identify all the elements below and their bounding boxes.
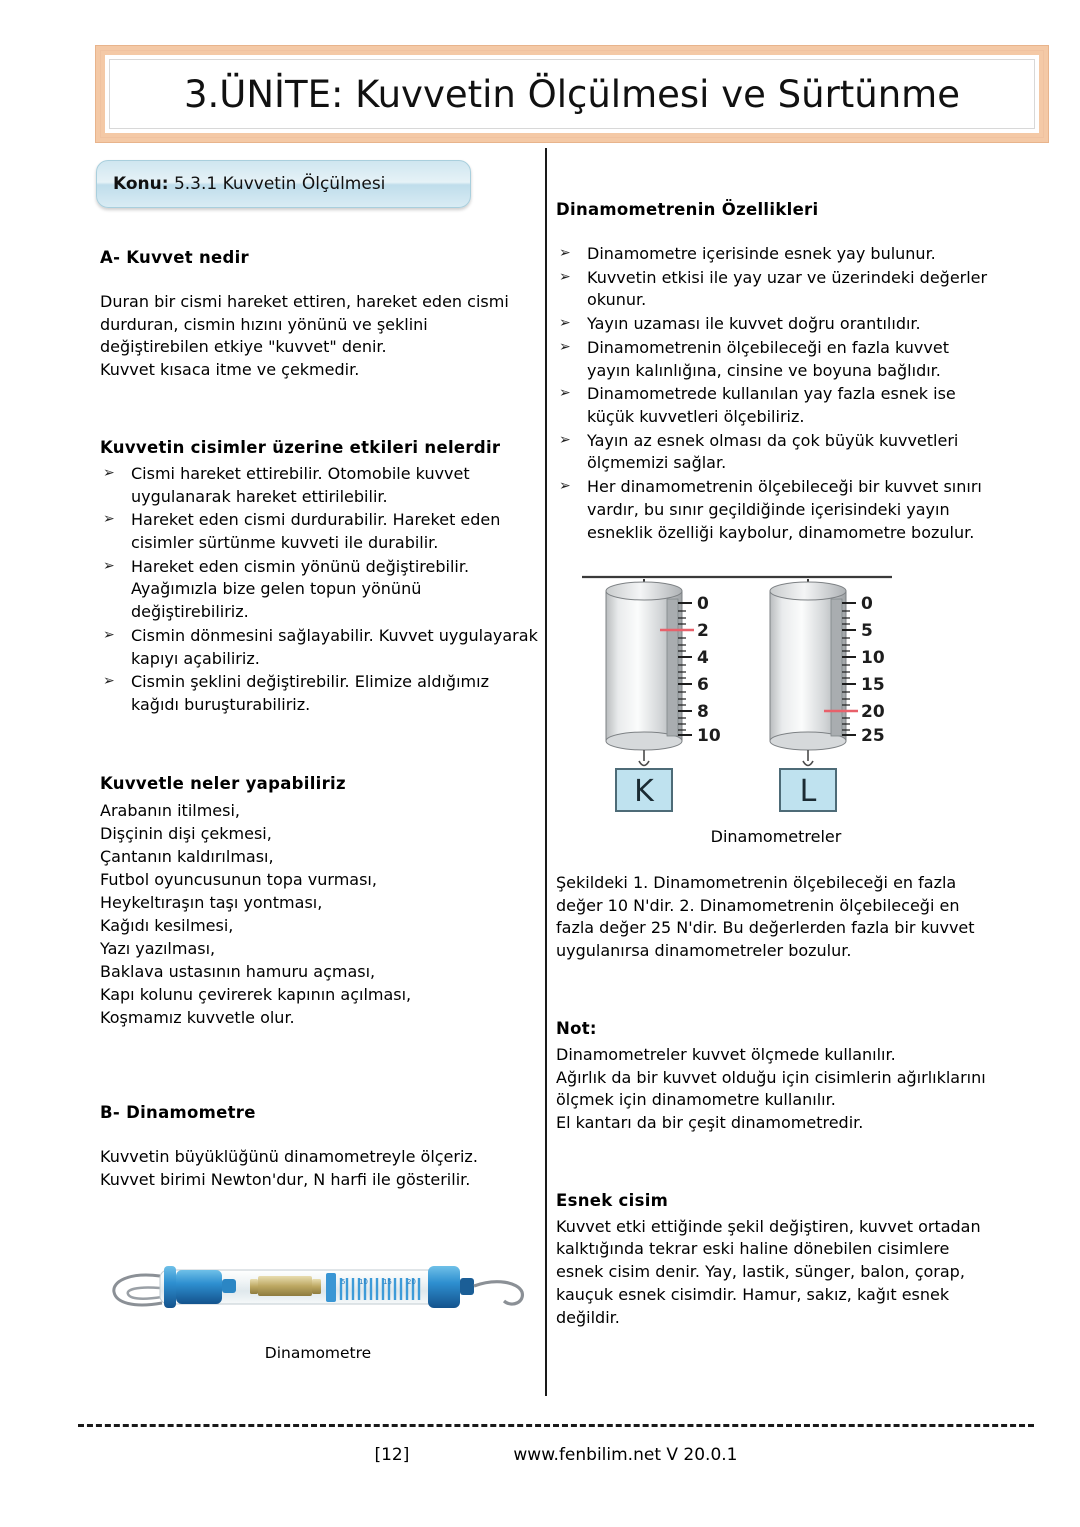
block-label-k: K xyxy=(634,774,654,809)
page-title-banner xyxy=(96,46,1048,142)
note-line-1: Dinamometreler kuvvet ölçmede kullanılır. xyxy=(556,1044,896,1064)
dynamometer-photo-caption: Dinamometre xyxy=(264,1344,372,1362)
dynamometer-k xyxy=(606,579,721,811)
svg-text:10: 10 xyxy=(359,1278,368,1286)
scale-tick-label: 8 xyxy=(697,702,709,722)
svg-text:5: 5 xyxy=(341,1278,346,1286)
scale-tick-label: 10 xyxy=(861,648,885,668)
topic-value: 5.3.1 Kuvvetin Ölçülmesi xyxy=(168,174,386,194)
paragraph-figure-explanation: Şekildeki 1. Dinamometrenin ölçebileceği en fazla değer 10 N'dir. 2. Dinamometrenin ölçebileceği en fazla değer 25 N'dir. Bu değerlerden fazla bir kuvvet uygulanırsa dinamometreler bozulur. xyxy=(556,873,975,961)
right-column xyxy=(556,200,996,545)
svg-text:15: 15 xyxy=(383,1278,392,1286)
page-title-inner-frame xyxy=(109,59,1035,129)
scale-tick-label: 0 xyxy=(861,594,873,614)
list-item-text: Cismin şeklini değiştirebilir. Elimize aldığımız kağıdı buruşturabiliriz. xyxy=(131,672,489,715)
list-item xyxy=(556,476,996,544)
scale-tick-label: 5 xyxy=(861,621,873,641)
arrow-bullet-icon: ➢ xyxy=(559,315,571,332)
page-number: [12] xyxy=(374,1445,410,1465)
arrow-bullet-icon: ➢ xyxy=(559,245,571,261)
list-item-text: Dinamometrede kullanılan yay fazla esnek ise küçük kuvvetleri ölçebiliriz. xyxy=(587,384,956,427)
paragraph-dinamometre-olcum: Kuvvetin büyüklüğünü dinamometreyle ölçeriz. xyxy=(100,1147,478,1167)
list-item: Koşmamız kuvvetle olur. xyxy=(100,1008,295,1028)
arrow-bullet-icon: ➢ xyxy=(103,626,115,643)
arrow-bullet-icon: ➢ xyxy=(559,385,571,402)
footer-divider xyxy=(78,1424,1034,1427)
dynamometers-caption: Dinamometreler xyxy=(710,827,842,846)
paragraph-newton-birimi: Kuvvet birimi Newton'dur, N harfi ile gösterilir. xyxy=(100,1169,471,1189)
footer-site: www.fenbilim.net V 20.0.1 xyxy=(513,1445,738,1465)
scale-tick-label: 10 xyxy=(697,726,721,746)
list-item-text: Hareket eden cismi durdurabilir. Hareket eden cisimler sürtünme kuvveti ile durabilir. xyxy=(131,510,501,553)
topic-banner xyxy=(96,160,471,208)
arrow-bullet-icon: ➢ xyxy=(103,557,115,574)
list-item: Çantanın kaldırılması, xyxy=(100,846,274,866)
heading-kuvvet-etkileri: Kuvvetin cisimler üzerine etkileri nelerdir xyxy=(100,437,501,457)
list-item-text: Cismin dönmesini sağlayabilir. Kuvvet uygulayarak kapıyı açabiliriz. xyxy=(131,625,538,668)
list-item: Arabanın itilmesi, xyxy=(100,800,241,820)
arrow-bullet-icon: ➢ xyxy=(103,673,115,690)
scale-tick-label: 2 xyxy=(697,621,709,641)
list-item xyxy=(556,313,996,336)
list-item xyxy=(100,671,538,716)
list-item: Kapı kolunu çevirerek kapının açılması, xyxy=(100,985,412,1005)
list-item xyxy=(100,556,538,624)
arrow-bullet-icon: ➢ xyxy=(103,511,115,528)
list-item-text: Dinamometrenin ölçebileceği en fazla kuvvet yayın kalınlığına, cinsine ve boyuna bağlıdır. xyxy=(587,337,949,380)
list-item-text: Yayın az esnek olması da çok büyük kuvvetleri ölçmemizi sağlar. xyxy=(587,430,959,473)
heading-dinamometre-ozellikleri: Dinamometrenin Özellikleri xyxy=(556,200,819,219)
note-line-2: Ağırlık da bir kuvvet olduğu için cisimlerin ağırlıklarını ölçmek için dinamometre kullanılır. xyxy=(556,1067,986,1110)
page-title: 3.ÜNİTE: Kuvvetin Ölçülmesi ve Sürtünme xyxy=(184,72,960,116)
list-item: Futbol oyuncusunun topa vurması, xyxy=(100,869,377,889)
left-column xyxy=(100,248,538,1192)
dynamometers-figure xyxy=(560,565,992,846)
list-item-text: Hareket eden cismin yönünü değiştirebilir. Ayağımızla bize gelen topun yönünü değiştirebiliriz. xyxy=(131,556,470,622)
footer xyxy=(78,1445,1034,1465)
scale-labels-l xyxy=(861,594,885,746)
list-item: Dişçinin dişi çekmesi, xyxy=(100,823,272,843)
note-line-3: El kantarı da bir çeşit dinamometredir. xyxy=(556,1113,864,1133)
arrow-bullet-icon: ➢ xyxy=(559,268,571,285)
list-item-text: Her dinamometrenin ölçebileceği bir kuvvet sınırı vardır, bu sınır geçildiğinde içerisindeki yayın esneklik özelliği kaybolur, dinamometre bozulur. xyxy=(587,477,982,542)
list-item xyxy=(556,337,996,382)
heading-kuvvet-nedir: A- Kuvvet nedir xyxy=(100,248,249,267)
list-dinamometre-ozellikleri xyxy=(556,243,996,544)
list-item xyxy=(100,463,538,508)
list-item-text: Yayın uzaması ile kuvvet doğru orantılıdır. xyxy=(587,314,921,334)
list-item xyxy=(100,509,538,554)
svg-text:20: 20 xyxy=(407,1278,416,1286)
paragraph-esnek-cisim: Kuvvet etki ettiğinde şekil değiştiren, kuvvet ortadan kalktığında tekrar eski haline dönebilen cisimlere esnek cisim denir. Yay, lastik, sünger, balon, çorap, kauçuk esnek cisimdir. Hamur, sakız, kağıt esnek değildir. xyxy=(556,1216,981,1327)
column-divider xyxy=(545,148,547,1396)
list-item: Heykeltıraşın taşı yontması, xyxy=(100,892,323,912)
list-item-text: Dinamometre içerisinde esnek yay bulunur. xyxy=(587,244,936,263)
dynamometer-l xyxy=(770,579,885,811)
heading-dinamometre: B- Dinamometre xyxy=(100,1103,256,1123)
arrow-bullet-icon: ➢ xyxy=(559,431,571,448)
scale-tick-label: 6 xyxy=(697,675,709,695)
scale-tick-label: 15 xyxy=(861,675,885,695)
list-item xyxy=(556,267,996,312)
heading-kuvvetle-neler: Kuvvetle neler yapabiliriz xyxy=(100,773,346,793)
right-column-lower xyxy=(556,872,996,1329)
scale-tick-label: 0 xyxy=(697,594,709,614)
heading-esnek-cisim: Esnek cisim xyxy=(556,1190,669,1210)
list-item-text: Kuvvetin etkisi ile yay uzar ve üzerindeki değerler okunur. xyxy=(587,267,988,310)
block-label-l: L xyxy=(799,774,817,809)
arrow-bullet-icon: ➢ xyxy=(559,338,571,355)
list-item xyxy=(556,383,996,428)
paragraph-kuvvet-tanim: Duran bir cismi hareket ettiren, hareket eden cismi durduran, cismin hızını yönünü ve şeklini değiştirebilen etkiye "kuvvet" denir. xyxy=(100,292,509,357)
list-kuvvetle-neler xyxy=(100,799,538,1029)
list-item: Yazı yazılması, xyxy=(100,938,216,958)
list-item: Baklava ustasının hamuru açması, xyxy=(100,962,376,981)
list-item: Kağıdı kesilmesi, xyxy=(100,915,234,935)
dynamometers-diagram xyxy=(560,565,992,817)
list-item xyxy=(100,625,538,670)
topic-label-wrap xyxy=(113,174,385,194)
list-item xyxy=(556,243,996,266)
scale-labels-k xyxy=(697,594,721,746)
topic-label: Konu: xyxy=(113,174,169,194)
arrow-bullet-icon: ➢ xyxy=(559,478,571,495)
scale-tick-label: 4 xyxy=(697,648,709,668)
paragraph-kuvvet-itme-cekme: Kuvvet kısaca itme ve çekmedir. xyxy=(100,360,360,380)
scale-tick-label: 20 xyxy=(861,702,885,722)
list-kuvvet-etkileri xyxy=(100,463,538,717)
dynamometer-photo xyxy=(98,1248,538,1334)
arrow-bullet-icon: ➢ xyxy=(103,464,115,481)
heading-not: Not: xyxy=(556,1018,597,1038)
list-item xyxy=(556,430,996,475)
dynamometer-photo-figure xyxy=(98,1248,538,1362)
scale-tick-label: 25 xyxy=(861,726,885,746)
list-item-text: Cismi hareket ettirebilir. Otomobile kuvvet uygulanarak hareket ettirilebilir. xyxy=(131,463,470,506)
